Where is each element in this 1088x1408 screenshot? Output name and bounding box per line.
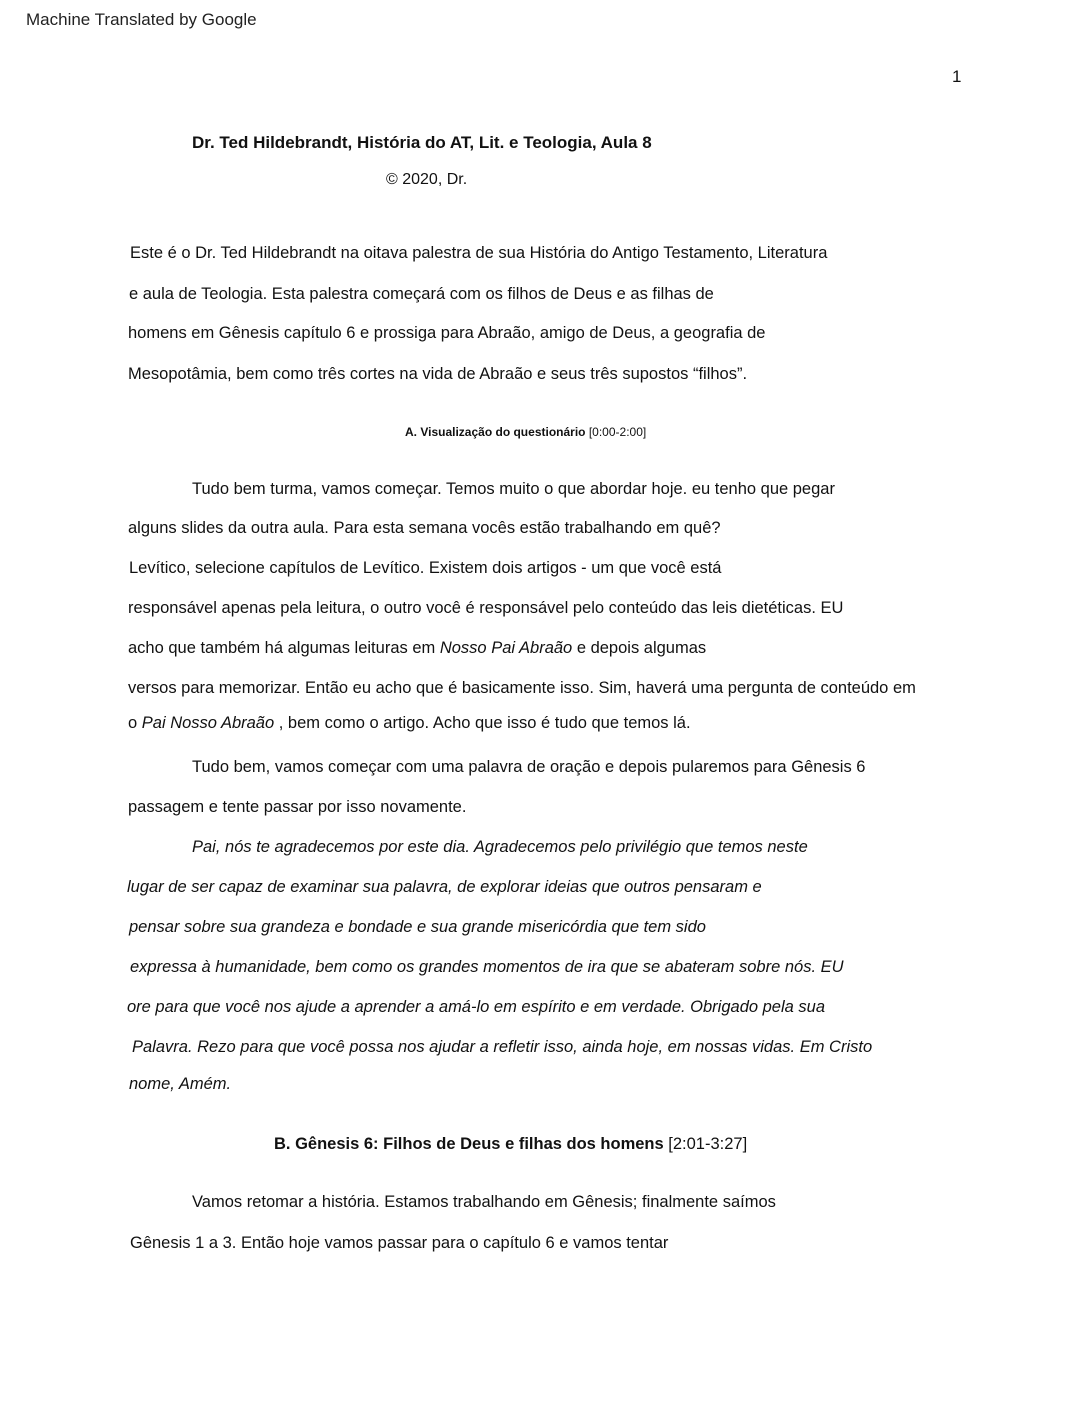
- paragraph-line: Gênesis 1 a 3. Então hoje vamos passar para o capítulo 6 e vamos tentar: [130, 1234, 669, 1252]
- text-run: , bem como o artigo. Acho que isso é tudo que temos lá.: [274, 714, 691, 732]
- paragraph-line: Tudo bem, vamos começar com uma palavra de oração e depois pularemos para Gênesis 6: [192, 758, 866, 776]
- paragraph-line: Vamos retomar a história. Estamos trabalhando em Gênesis; finalmente saímos: [192, 1193, 776, 1211]
- prayer-line: Pai, nós te agradecemos por este dia. Agradecemos pelo privilégio que temos neste: [192, 838, 808, 856]
- text-run: e depois algumas: [572, 639, 707, 657]
- prayer-line: ore para que você nos ajude a aprender a amá-lo em espírito e em verdade. Obrigado pela sua: [127, 998, 826, 1016]
- document-title: Dr. Ted Hildebrandt, História do AT, Lit. e Teologia, Aula 8: [192, 133, 652, 152]
- paragraph-line: Levítico, selecione capítulos de Levítico. Existem dois artigos - um que você está: [129, 559, 722, 577]
- prayer-line: pensar sobre sua grandeza e bondade e sua grande misericórdia que tem sido: [129, 918, 706, 936]
- prayer-line: Palavra. Rezo para que você possa nos ajudar a refletir isso, ainda hoje, em nossas vidas. Em Cristo: [132, 1038, 873, 1056]
- text-run: acho que também há algumas leituras em: [128, 639, 440, 657]
- paragraph-line: [128, 714, 691, 733]
- book-title: Nosso Pai Abraão: [439, 639, 573, 657]
- book-title: Pai Nosso Abraão: [141, 714, 275, 732]
- copyright-line: © 2020, Dr.: [386, 171, 468, 188]
- translation-banner: Machine Translated by Google: [26, 10, 257, 29]
- page-number: 1: [952, 67, 962, 86]
- section-a-time: [0:00-2:00]: [588, 425, 647, 439]
- paragraph-line: passagem e tente passar por isso novamente.: [128, 798, 467, 816]
- section-b-heading: [274, 1135, 747, 1154]
- paragraph-line: responsável apenas pela leitura, o outro você é responsável pelo conteúdo das leis dietéticas. EU: [128, 599, 844, 617]
- text-run: o: [128, 714, 142, 732]
- prayer-line: lugar de ser capaz de examinar sua palavra, de explorar ideias que outros pensaram e: [127, 878, 762, 896]
- section-a-title: A. Visualização do questionário: [405, 425, 586, 439]
- intro-line: Este é o Dr. Ted Hildebrandt na oitava palestra de sua História do Antigo Testamento, Literatura: [130, 244, 828, 262]
- paragraph-line: [128, 639, 706, 658]
- prayer-line: nome, Amém.: [129, 1075, 232, 1093]
- intro-line: Mesopotâmia, bem como três cortes na vida de Abraão e seus três supostos “filhos”.: [128, 365, 748, 383]
- paragraph-line: alguns slides da outra aula. Para esta semana vocês estão trabalhando em quê?: [128, 519, 721, 537]
- section-b-time: [2:01-3:27]: [668, 1135, 748, 1153]
- intro-line: e aula de Teologia. Esta palestra começará com os filhos de Deus e as filhas de: [129, 285, 714, 303]
- section-b-title: B. Gênesis 6: Filhos de Deus e filhas dos homens: [274, 1135, 664, 1153]
- intro-line: homens em Gênesis capítulo 6 e prossiga para Abraão, amigo de Deus, a geografia de: [128, 324, 766, 342]
- section-a-heading: [405, 425, 646, 439]
- prayer-line: expressa à humanidade, bem como os grandes momentos de ira que se abateram sobre nós. EU: [130, 958, 844, 976]
- paragraph-line: versos para memorizar. Então eu acho que é basicamente isso. Sim, haverá uma pergunta de conteúdo em: [128, 679, 916, 697]
- paragraph-line: Tudo bem turma, vamos começar. Temos muito o que abordar hoje. eu tenho que pegar: [192, 480, 835, 498]
